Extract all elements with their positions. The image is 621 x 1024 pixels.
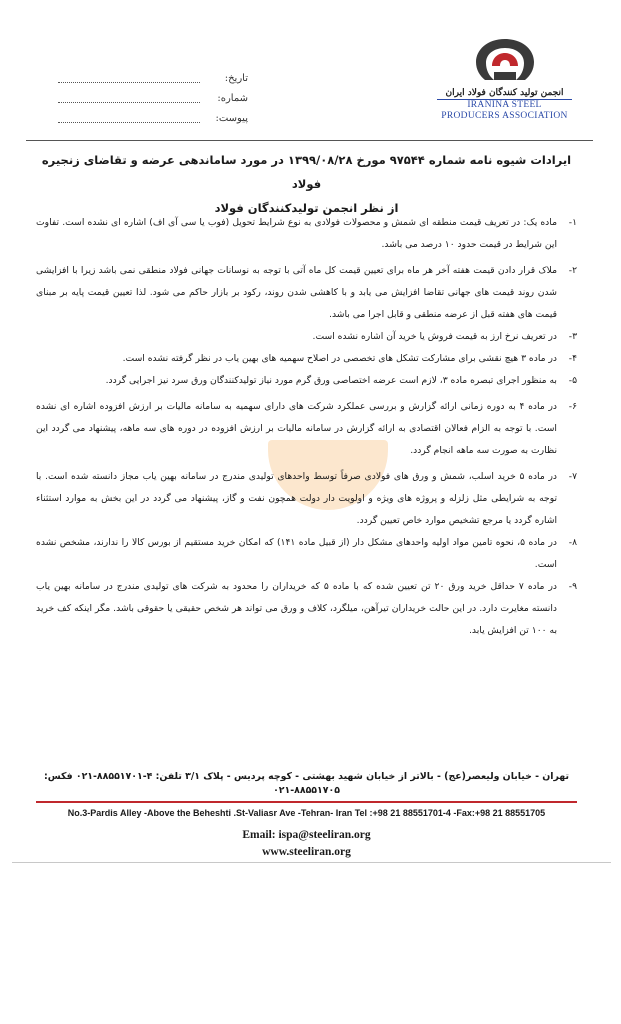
- list-item: [36, 326, 577, 348]
- address-fa: تهران - خیابان ولیعصر(عج) - بالاتر از خیابان شهید بهشتی - کوچه پردیس - پلاک ۳/۱ تلفن: ۴-۸۸۵۵۱۷۰۱-۰۲۱ فکس: ۸۸۵۵۱۷۰۵-۰۲۱: [43, 771, 570, 796]
- page-bottom-divider: [12, 862, 611, 863]
- association-logo: [472, 36, 538, 84]
- date-label: تاریخ:: [224, 72, 248, 84]
- association-name-en-1: IRANINA STEEL: [467, 100, 542, 110]
- date-blank: [58, 73, 200, 83]
- list-item: [36, 370, 577, 392]
- letter-meta: [58, 68, 248, 128]
- title-line-2: از نظر انجمن تولیدکنندگان فولاد: [214, 201, 399, 215]
- number-blank: [58, 93, 200, 103]
- association-logo-block: [432, 36, 577, 122]
- letter-footer: [36, 770, 577, 861]
- item-text: در ماده ۳ هیچ نقشی برای مشارکت تشکل های تخصصی در اصلاح سهمیه های بهین یاب در نظر گرفته نشده است.: [122, 353, 557, 364]
- item-text: ماده یک: در تعریف قیمت منطقه ای شمش و محصولات فولادی به نوع شرایط تحویل (فوب یا سی آی اف) اشاره ای نشده است. تفاوت این شرایط در قیمت حدود ۱۰ درصد می باشد.: [36, 217, 557, 250]
- item-number: ۴-: [568, 353, 577, 364]
- letter-title: [36, 148, 577, 220]
- item-number: ۵-: [568, 375, 577, 386]
- item-text: ملاک قرار دادن قیمت هفته آخر هر ماه برای تعیین قیمت کل ماه آتی با توجه به نوسانات جهانی فولاد منطقی نمی باشد زیرا با افزایشی شدن روند قیمت های جهانی تقاضا افزایش می یابد و با کاهشی شدن روند، رکود بر بازار حاکم می شود. لذا تعیین قیمت پایه بر مبنای قیمت های هفته قبل از عرضه منطقی و قابل اجرا می باشد.: [36, 265, 557, 320]
- email-text: Email: ispa@steeliran.org: [242, 829, 371, 841]
- number-row: [58, 88, 248, 108]
- list-item: [36, 348, 577, 370]
- attachment-row: [58, 108, 248, 128]
- list-item: [36, 576, 577, 642]
- footer-red-divider: [36, 801, 577, 803]
- association-name-en-2: PRODUCERS ASSOCIATION: [441, 111, 568, 121]
- list-item: [36, 466, 577, 532]
- item-number: ۳-: [568, 331, 577, 342]
- list-item: [36, 260, 577, 326]
- item-text: در ماده ۵ خرید اسلب، شمش و ورق های فولادی صرفاً توسط واحدهای تولیدی مندرج در سامانه بهین یاب مجاز دانسته شده است. با توجه به شرایطی مثل زلزله و پروژه های ویژه و اولویت دار دولت همچون نفت و گاز، پیشنهاد می گردد در این بخش به موارد استثناء اشاره گردد یا مرجع تشخیص موارد خاص تعیین گردد.: [36, 471, 557, 526]
- number-label: شماره:: [217, 92, 248, 104]
- item-number: ۷-: [568, 471, 577, 482]
- list-item: [36, 212, 577, 256]
- letter-body: [36, 212, 577, 642]
- list-item: [36, 532, 577, 576]
- title-line-1: ایرادات شیوه نامه شماره ۹۷۵۴۴ مورخ ۱۳۹۹/۰۸/۲۸ در مورد ساماندهی عرضه و تقاضای زنجیره فولاد: [41, 153, 572, 191]
- item-number: ۸-: [568, 537, 577, 548]
- header-divider: [26, 140, 593, 141]
- association-name-fa: انجمن تولید کنندگان فولاد ایران: [445, 88, 564, 98]
- item-text: در ماده ۵، نحوه تامین مواد اولیه واحدهای مشکل دار (از قبیل ماده ۱۴۱) که امکان خرید مستقیم از بورس کالا را ندارند، مشخص نشده است.: [36, 537, 557, 570]
- list-item: [36, 396, 577, 462]
- item-number: ۶-: [568, 401, 577, 412]
- item-number: ۲-: [568, 265, 577, 276]
- item-text: در تعریف نرخ ارز به قیمت فروش یا خرید آن اشاره نشده است.: [312, 331, 557, 342]
- item-text: در ماده ۷ حداقل خرید ورق ۲۰ تن تعیین شده که با ماده ۵ که خریداران را محدود به شرکت های تولیدی مندرج در سامانه بهین یاب دانسته مغایرت دارد. در این حالت خریداران تیرآهن، میلگرد، کلاف و ورق می تواند هر شخص حقیقی یا حقوقی باشد. مگر اینکه کف خرید به ۱۰۰ تن افزایش یابد.: [36, 581, 558, 636]
- attachment-label: پیوست:: [215, 112, 248, 124]
- item-number: ۹-: [568, 581, 577, 592]
- address-en: No.3-Pardis Alley -Above the Beheshti .St-Valiasr Ave -Tehran- Iran Tel :+98 21 88551701-4 -Fax:+98 21 88551705: [67, 808, 546, 818]
- website-text: www.steeliran.org: [262, 846, 351, 858]
- date-row: [58, 68, 248, 88]
- item-text: به منظور اجرای تبصره ماده ۳، لازم است عرضه اختصاصی ورق گرم مورد نیاز تولیدکنندگان ورق سرد نیز اجرایی گردد.: [105, 375, 557, 386]
- attachment-blank: [58, 113, 200, 123]
- item-number: ۱-: [568, 217, 577, 228]
- item-text: در ماده ۴ به دوره زمانی ارائه گزارش و بررسی عملکرد شرکت های دارای سهمیه به سامانه مالیات بر ارزش افزوده اشاره ای نشده است. با توجه به الزام فعالان اقتصادی به ارائه گزارش در سامانه مالیات بر ارزش افزوده در دوره های سه ماهه، پیشنهاد می گردد این نظارت به صورت سه ماهه انجام گردد.: [36, 401, 557, 456]
